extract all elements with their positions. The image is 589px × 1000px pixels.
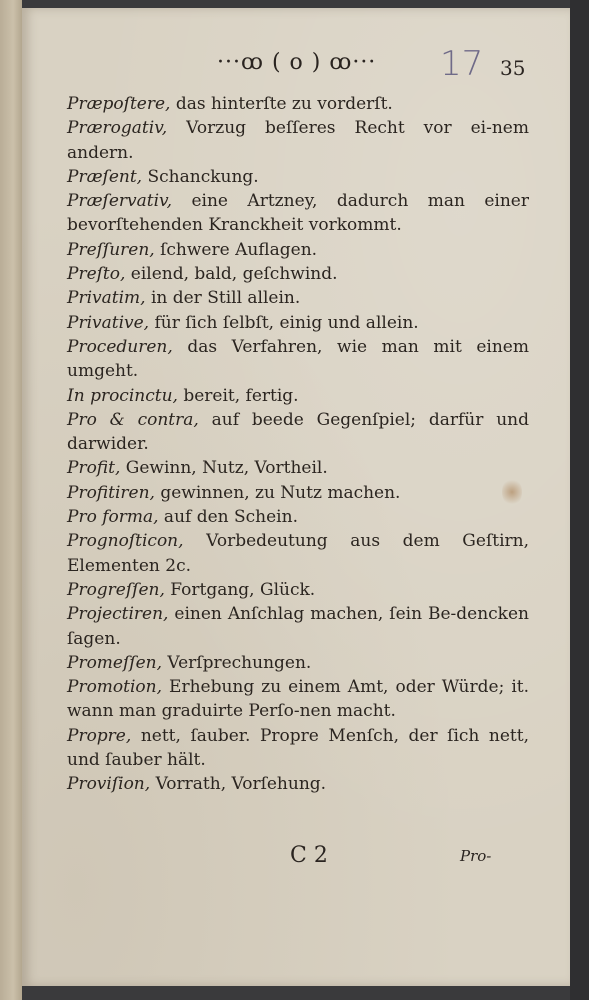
entry-term: Privatim, xyxy=(67,288,146,309)
header-ornament: ···ꝏ ( o ) ꝏ··· xyxy=(217,50,377,75)
signature-mark: C 2 xyxy=(290,843,328,868)
glossary-entry xyxy=(67,505,529,529)
glossary-entry xyxy=(67,262,529,286)
paper-stain xyxy=(502,478,522,506)
entry-definition: nett, ſauber. Propre Menſch, der ſich nett, und ſauber hält. xyxy=(67,725,529,771)
entry-definition: Schanckung. xyxy=(142,166,259,187)
catchword: Pro- xyxy=(460,847,492,865)
entry-term: In procinctu, xyxy=(67,385,178,406)
glossary-entry xyxy=(67,578,529,602)
glossary-entry xyxy=(67,651,529,675)
glossary-entry xyxy=(67,335,529,384)
book-page xyxy=(22,8,570,986)
page-number: 35 xyxy=(500,56,526,80)
entry-term: Privative, xyxy=(67,312,150,333)
entry-term: Profit, xyxy=(67,458,121,479)
glossary-entry xyxy=(67,772,529,796)
entry-term: Preſto, xyxy=(67,264,126,285)
glossary-entry xyxy=(67,311,529,335)
glossary-entries xyxy=(67,92,529,797)
page-edge-shadow xyxy=(570,0,589,1000)
glossary-entry xyxy=(67,456,529,480)
entry-term: Pro forma, xyxy=(67,507,159,528)
entry-term: Projectiren, xyxy=(67,604,169,625)
entry-term: Proviſion, xyxy=(67,774,151,795)
book-spine xyxy=(0,0,22,1000)
entry-term: Proceduren, xyxy=(67,336,173,357)
entry-definition: ſchwere Auflagen. xyxy=(154,239,318,260)
entry-definition: Vorzug beſſeres Recht vor ei-nem andern. xyxy=(67,118,529,163)
entry-term: Propre, xyxy=(67,725,132,746)
entry-term: Promotion, xyxy=(67,677,163,698)
glossary-entry xyxy=(67,529,529,578)
entry-definition: eine Artzney, dadurch man einer bevorſtehenden Kranckheit vorkommt. xyxy=(67,191,529,236)
glossary-entry xyxy=(67,116,529,165)
glossary-entry xyxy=(67,408,529,457)
entry-definition: gewinnen, zu Nutz machen. xyxy=(154,482,401,503)
glossary-entry xyxy=(67,481,529,505)
entry-definition: Gewinn, Nutz, Vortheil. xyxy=(120,458,328,479)
entry-definition: Erhebung zu einem Amt, oder Würde; it. wann man graduirte Perſo-nen macht. xyxy=(67,677,529,722)
glossary-entry xyxy=(67,189,529,238)
glossary-entry xyxy=(67,675,529,724)
entry-term: Promeſſen, xyxy=(67,652,162,673)
entry-definition: eilend, bald, geſchwind. xyxy=(125,264,338,285)
entry-definition: das hinterſte zu vorderſt. xyxy=(170,94,393,114)
glossary-entry xyxy=(67,602,529,651)
entry-definition: Vorbedeutung aus dem Geſtirn, Elementen 2c. xyxy=(67,531,529,576)
page-footer xyxy=(22,843,570,873)
entry-term: Profitiren, xyxy=(67,482,155,503)
entry-definition: bereit, fertig. xyxy=(177,385,299,406)
entry-definition: auf den Schein. xyxy=(158,507,298,528)
entry-term: Præpoſtere, xyxy=(67,94,171,114)
page-header xyxy=(22,46,570,86)
pencil-annotation: 17 xyxy=(440,44,484,84)
entry-definition: auf beede Gegenſpiel; darfür und darwider. xyxy=(67,409,529,455)
entry-definition: Fortgang, Glück. xyxy=(164,579,316,600)
entry-definition: das Verfahren, wie man mit einem umgeht. xyxy=(67,336,529,382)
entry-term: Præſervativ, xyxy=(67,191,173,212)
entry-definition: in der Still allein. xyxy=(145,288,301,309)
entry-term: Pro & contra, xyxy=(67,409,199,430)
entry-term: Prognoſticon, xyxy=(67,531,184,552)
glossary-entry xyxy=(67,165,529,189)
entry-definition: einen Anſchlag machen, ſein Be-dencken ſagen. xyxy=(67,604,529,649)
glossary-entry xyxy=(67,286,529,310)
entry-term: Prærogativ, xyxy=(67,118,168,139)
glossary-entry xyxy=(67,92,529,116)
entry-term: Progreſſen, xyxy=(67,579,165,600)
entry-term: Preſſuren, xyxy=(67,239,155,260)
entry-definition: Verſprechungen. xyxy=(161,652,312,673)
glossary-entry xyxy=(67,384,529,408)
entry-term: Præſent, xyxy=(67,166,143,187)
glossary-entry xyxy=(67,724,529,773)
entry-definition: für ſich ſelbſt, einig und allein. xyxy=(149,312,419,333)
glossary-entry xyxy=(67,238,529,262)
entry-definition: Vorrath, Vorſehung. xyxy=(150,774,327,795)
